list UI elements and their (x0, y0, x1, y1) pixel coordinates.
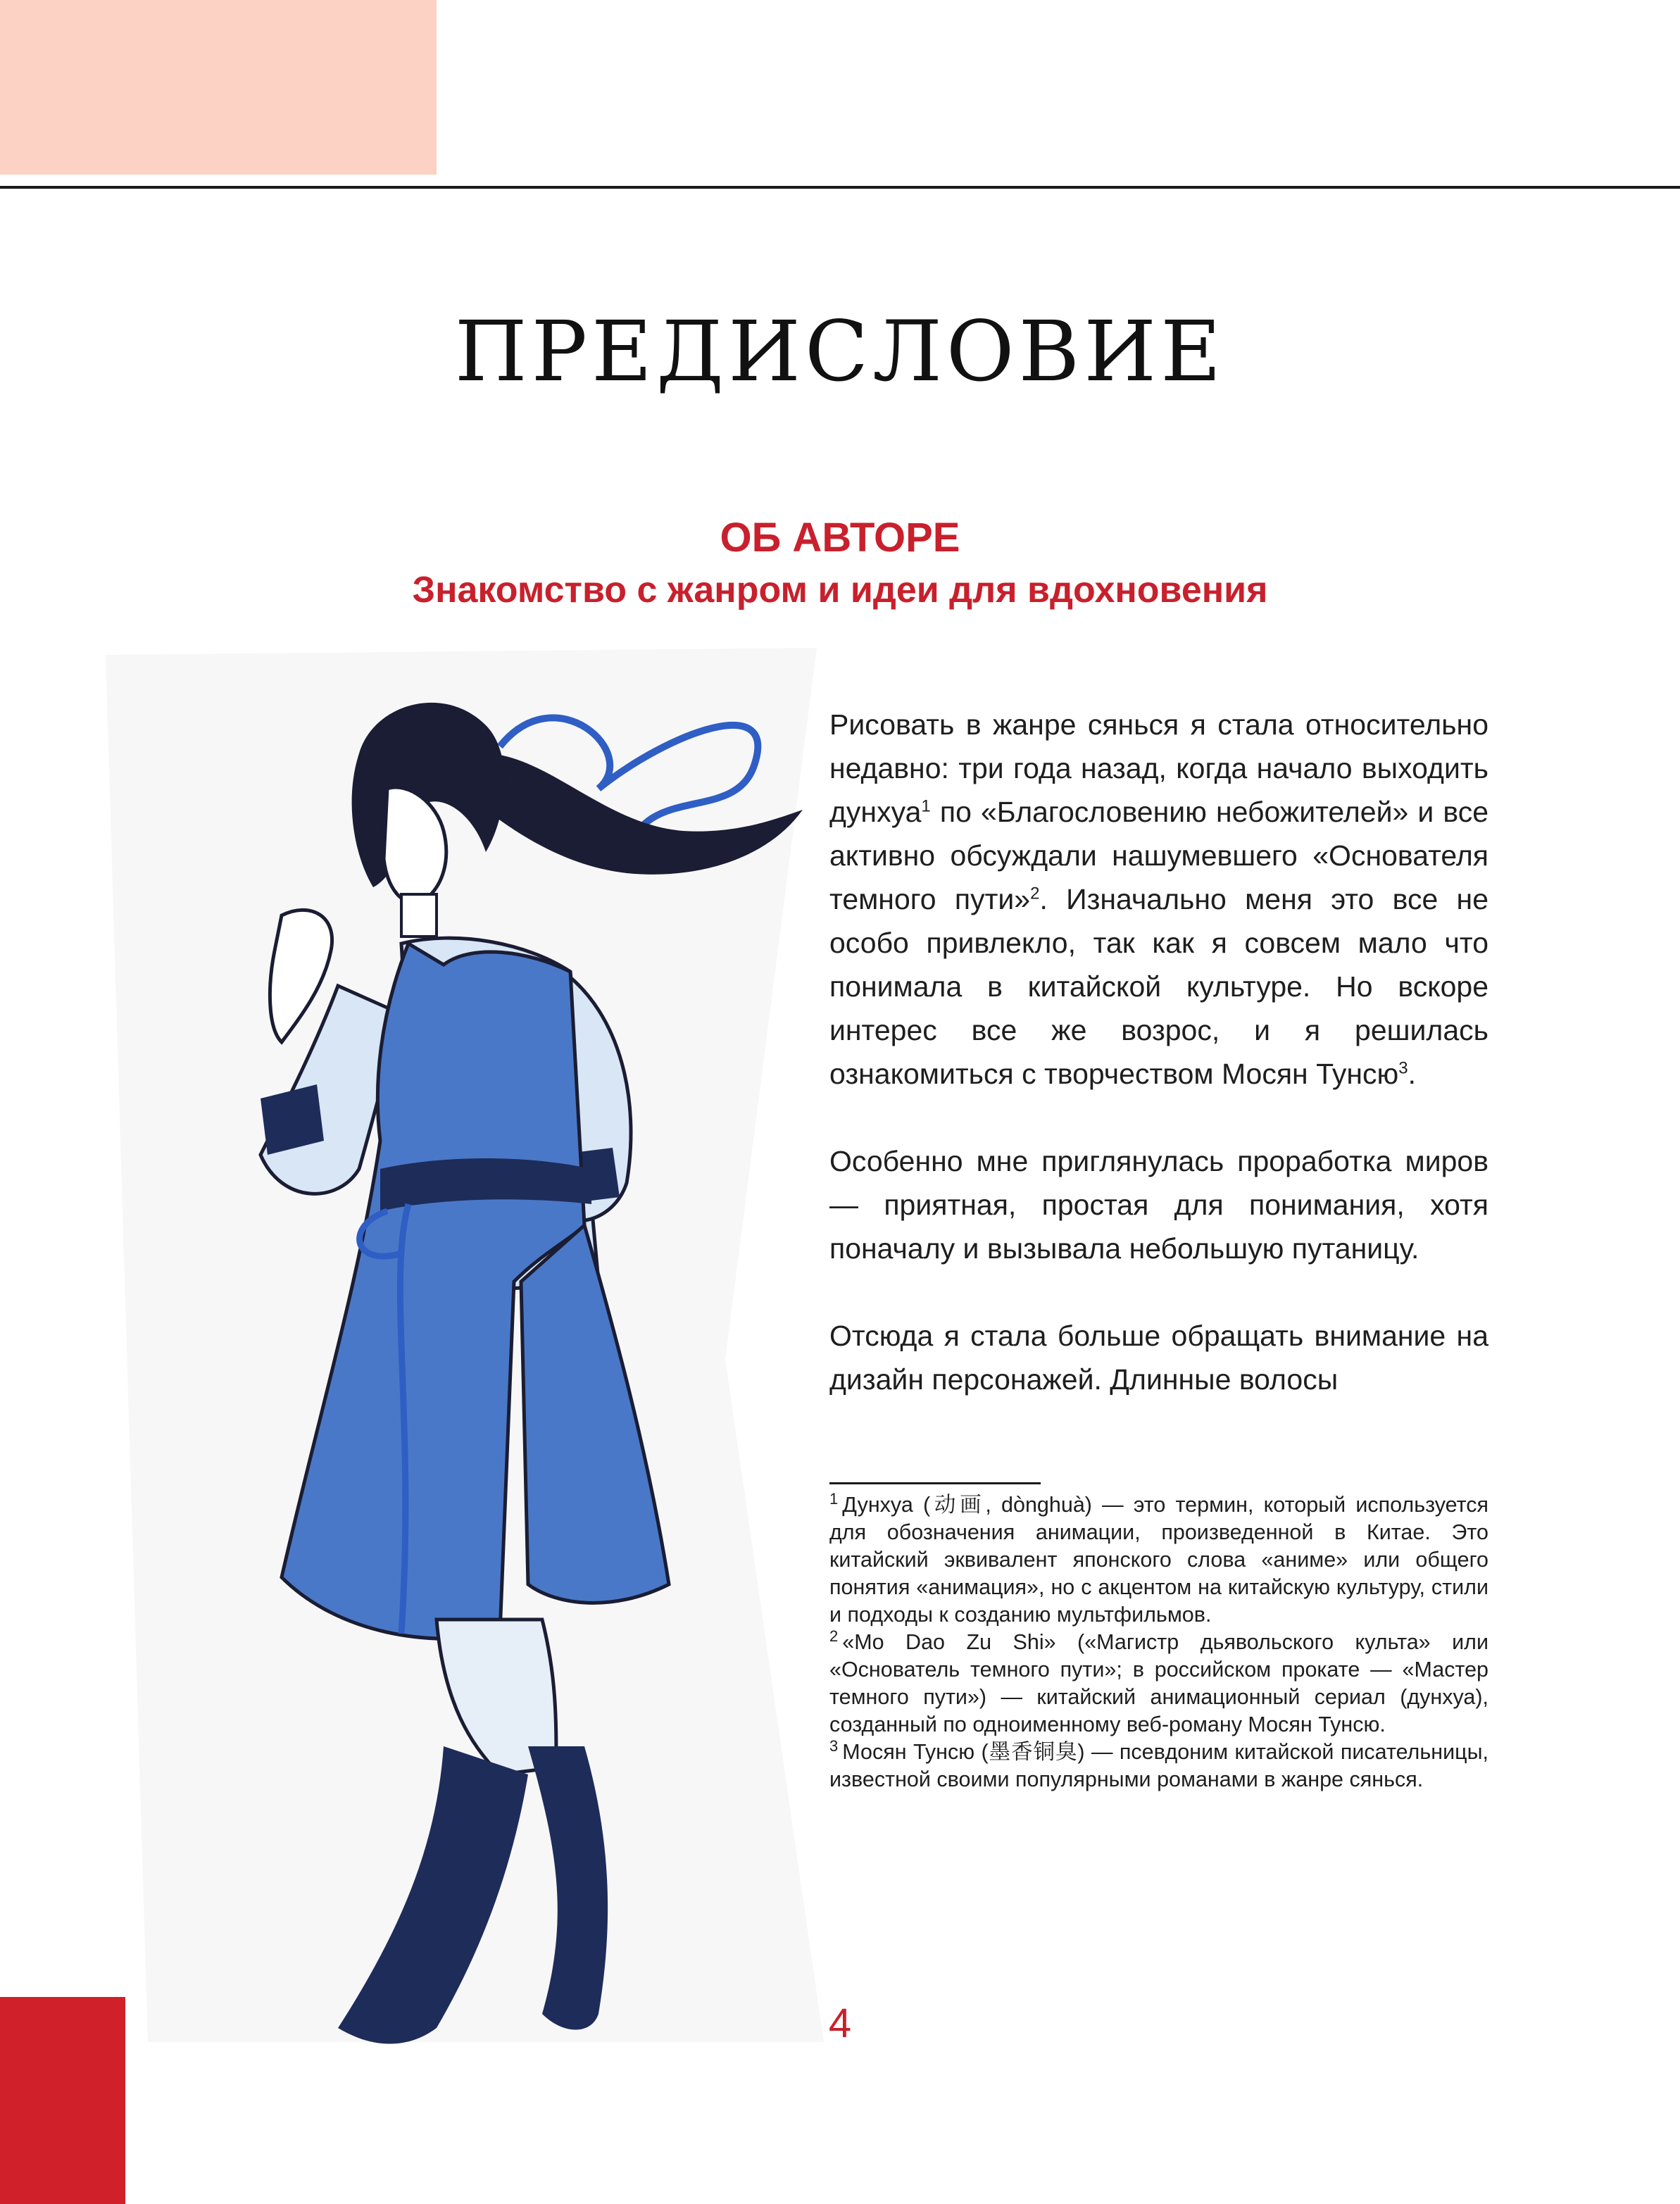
paragraph-1-part-a: Рисовать в жанре сянься я стала относительно недавно: три года назад, когда начало выходить дунхуа (829, 708, 1488, 828)
paragraph-1-part-d: . (1408, 1058, 1416, 1090)
footnote-rule (829, 1482, 1041, 1484)
footnote-3 (829, 1736, 1488, 1793)
footnote-3-text: Мосян Тунсю (墨香铜臭) — псевдоним китайской писательницы, известной своими популярными романами в жанре сянься. (829, 1740, 1488, 1791)
footnote-ref-3: 3 (1398, 1058, 1408, 1078)
paragraph-3: Отсюда я стала больше обращать внимание на дизайн персонажей. Длинные волосы (829, 1320, 1488, 1396)
footnote-ref-2: 2 (1030, 884, 1040, 903)
footnote-1-number: 1 (829, 1489, 839, 1508)
footnote-2-text: «Mo Dao Zu Shi» («Магистр дьявольского культа» или «Основатель темного пути»; в российском прокате — «Мастер темного пути») — китайский анимационный сериал (дунхуа), созданный по одноименному веб-роману Мосян Тунсю. (829, 1630, 1488, 1736)
section-subheading: Знакомство с жанром и идеи для вдохновения (412, 570, 1268, 611)
paragraph-1-part-c: . Изначально меня это все не особо привлекло, так как я совсем мало что понимала в китайской культуре. Но вскоре интерес все же возрос, и я решилась ознакомиться с творчеством Мосян Тунсю (829, 883, 1488, 1090)
footnote-2-number: 2 (829, 1627, 839, 1645)
footnote-1 (829, 1491, 1488, 1629)
footnotes (829, 1491, 1488, 1793)
page-title: ПРЕДИСЛОВИЕ (454, 303, 1226, 400)
page-number: 4 (828, 2000, 852, 2046)
footnote-ref-1: 1 (921, 796, 931, 816)
footnote-2 (829, 1629, 1488, 1739)
footnote-3-number: 3 (829, 1736, 839, 1755)
decorative-pink-block (0, 0, 437, 175)
paragraph-1 (829, 703, 1488, 1096)
body-text (829, 703, 1488, 1401)
footnote-1-text: Дунхуа (动画, dònghuà) — это термин, который используется для обозначения анимации, произведенной в Китае. Это китайский эквивалент японского слова «аниме» или общего понятия «анимация», но с акцентом на китайскую культуру, стили и подходы к созданию мультфильмов. (829, 1493, 1488, 1627)
header-rule (0, 186, 1680, 189)
paragraph-1-part-b: по «Благословению небожителей» и все активно обсуждали нашумевшего «Основателя темного пути» (829, 796, 1488, 915)
paragraph-2: Особенно мне приглянулась проработка миров — приятная, простая для понимания, хотя поначалу и вызывала небольшую путаницу. (829, 1145, 1488, 1265)
section-heading: ОБ АВТОРЕ (720, 515, 960, 561)
character-illustration (106, 648, 831, 2056)
neck (401, 894, 437, 937)
